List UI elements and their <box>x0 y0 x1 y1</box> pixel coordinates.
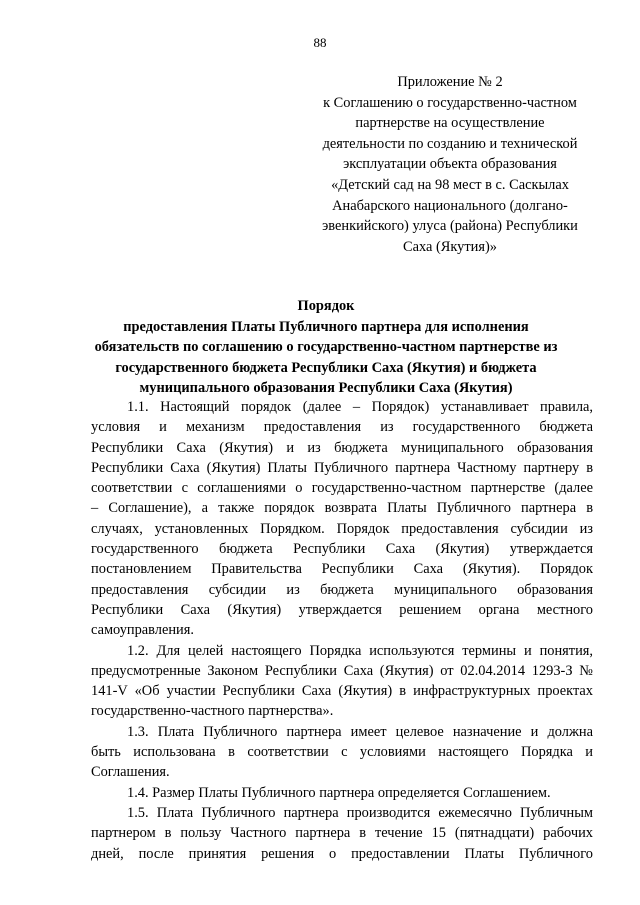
title-line: государственного бюджета Республики Саха (Якутия) и бюджета <box>115 359 537 376</box>
body-line: 1.4. Размер Платы Публичного партнера определяется Соглашением. <box>127 784 551 801</box>
body-line: 1.1. Настоящий порядок (далее – Порядок) устанавливает правила, <box>127 399 593 415</box>
appendix-line: к Соглашению о государственно-частном <box>323 94 577 111</box>
body-line: самоуправления. <box>91 622 194 639</box>
body-line: государственно-частного партнерства». <box>91 703 334 720</box>
body-line: предусмотренные Законом Республики Саха (Якутия) от 02.04.2014 1293-З № <box>91 662 593 679</box>
body-line: партнером в пользу Частного партнера в течение 15 (пятнадцати) рабочих <box>91 825 593 842</box>
body-line: Республики Саха (Якутия) и из бюджета муниципального образования <box>91 439 593 456</box>
title-line: Порядок <box>297 298 355 314</box>
title-line: предоставления Платы Публичного партнера для исполнения <box>123 318 529 335</box>
title-line: обязательств по соглашению о государственно-частном партнерстве из <box>94 339 558 355</box>
body-line: дней, после принятия решения о предоставлении Платы Публичного <box>91 845 593 862</box>
body-line: быть использована в соответствии с условиями настоящего Порядка и <box>91 744 593 761</box>
body-line: Республики Саха (Якутия) Платы Публичного партнера Частному партнеру в <box>91 459 593 476</box>
appendix-line: эксплуатации объекта образования <box>343 156 557 173</box>
appendix-line: партнерстве на осуществление <box>355 115 545 132</box>
body-line: Республики Саха (Якутия) утверждается решением органа местного <box>91 601 593 618</box>
body-line: 1.3. Плата Публичного партнера имеет целевое назначение и должна <box>127 723 593 740</box>
appendix-line: деятельности по созданию и технической <box>322 135 578 152</box>
appendix-line: Анабарского национального (долгано- <box>332 197 568 214</box>
body-line: соответствии с соглашениями о государственно-частном партнерстве (далее <box>91 480 593 497</box>
body-line: – Соглашение), а также порядок возврата Платы Публичного партнера в <box>91 500 593 517</box>
appendix-header <box>300 72 600 257</box>
document-title <box>88 296 564 399</box>
appendix-line: эвенкийского) улуса (района) Республики <box>322 218 578 235</box>
appendix-line: «Детский сад на 98 мест в с. Саскылах <box>331 176 569 193</box>
title-line: муниципального образования Республики Саха (Якутия) <box>139 380 513 396</box>
body-line: случаях, установленных Порядком. Порядок предоставления субсидии из <box>91 520 593 537</box>
body-line: 1.5. Плата Публичного партнера производится ежемесячно Публичным <box>127 804 593 821</box>
appendix-line: Приложение № 2 <box>397 74 503 90</box>
body-line: 1.2. Для целей настоящего Порядка используются термины и понятия, <box>127 642 593 659</box>
appendix-line: Саха (Якутия)» <box>403 238 497 255</box>
body-line: постановлением Правительства Республики Саха (Якутия). Порядок <box>91 561 593 578</box>
body-line: предоставления субсидии из бюджета муниципального образования <box>91 581 593 598</box>
body-line: условия и механизм предоставления из государственного бюджета <box>91 419 593 436</box>
page-number: 88 <box>313 35 327 50</box>
body-line: 141-V «Об участии Республики Саха (Якутия) в инфраструктурных проектах <box>91 683 593 700</box>
document-body <box>91 397 593 864</box>
body-line: государственного бюджета Республики Саха (Якутия) утверждается <box>91 541 593 558</box>
body-line: Соглашения. <box>91 764 170 781</box>
